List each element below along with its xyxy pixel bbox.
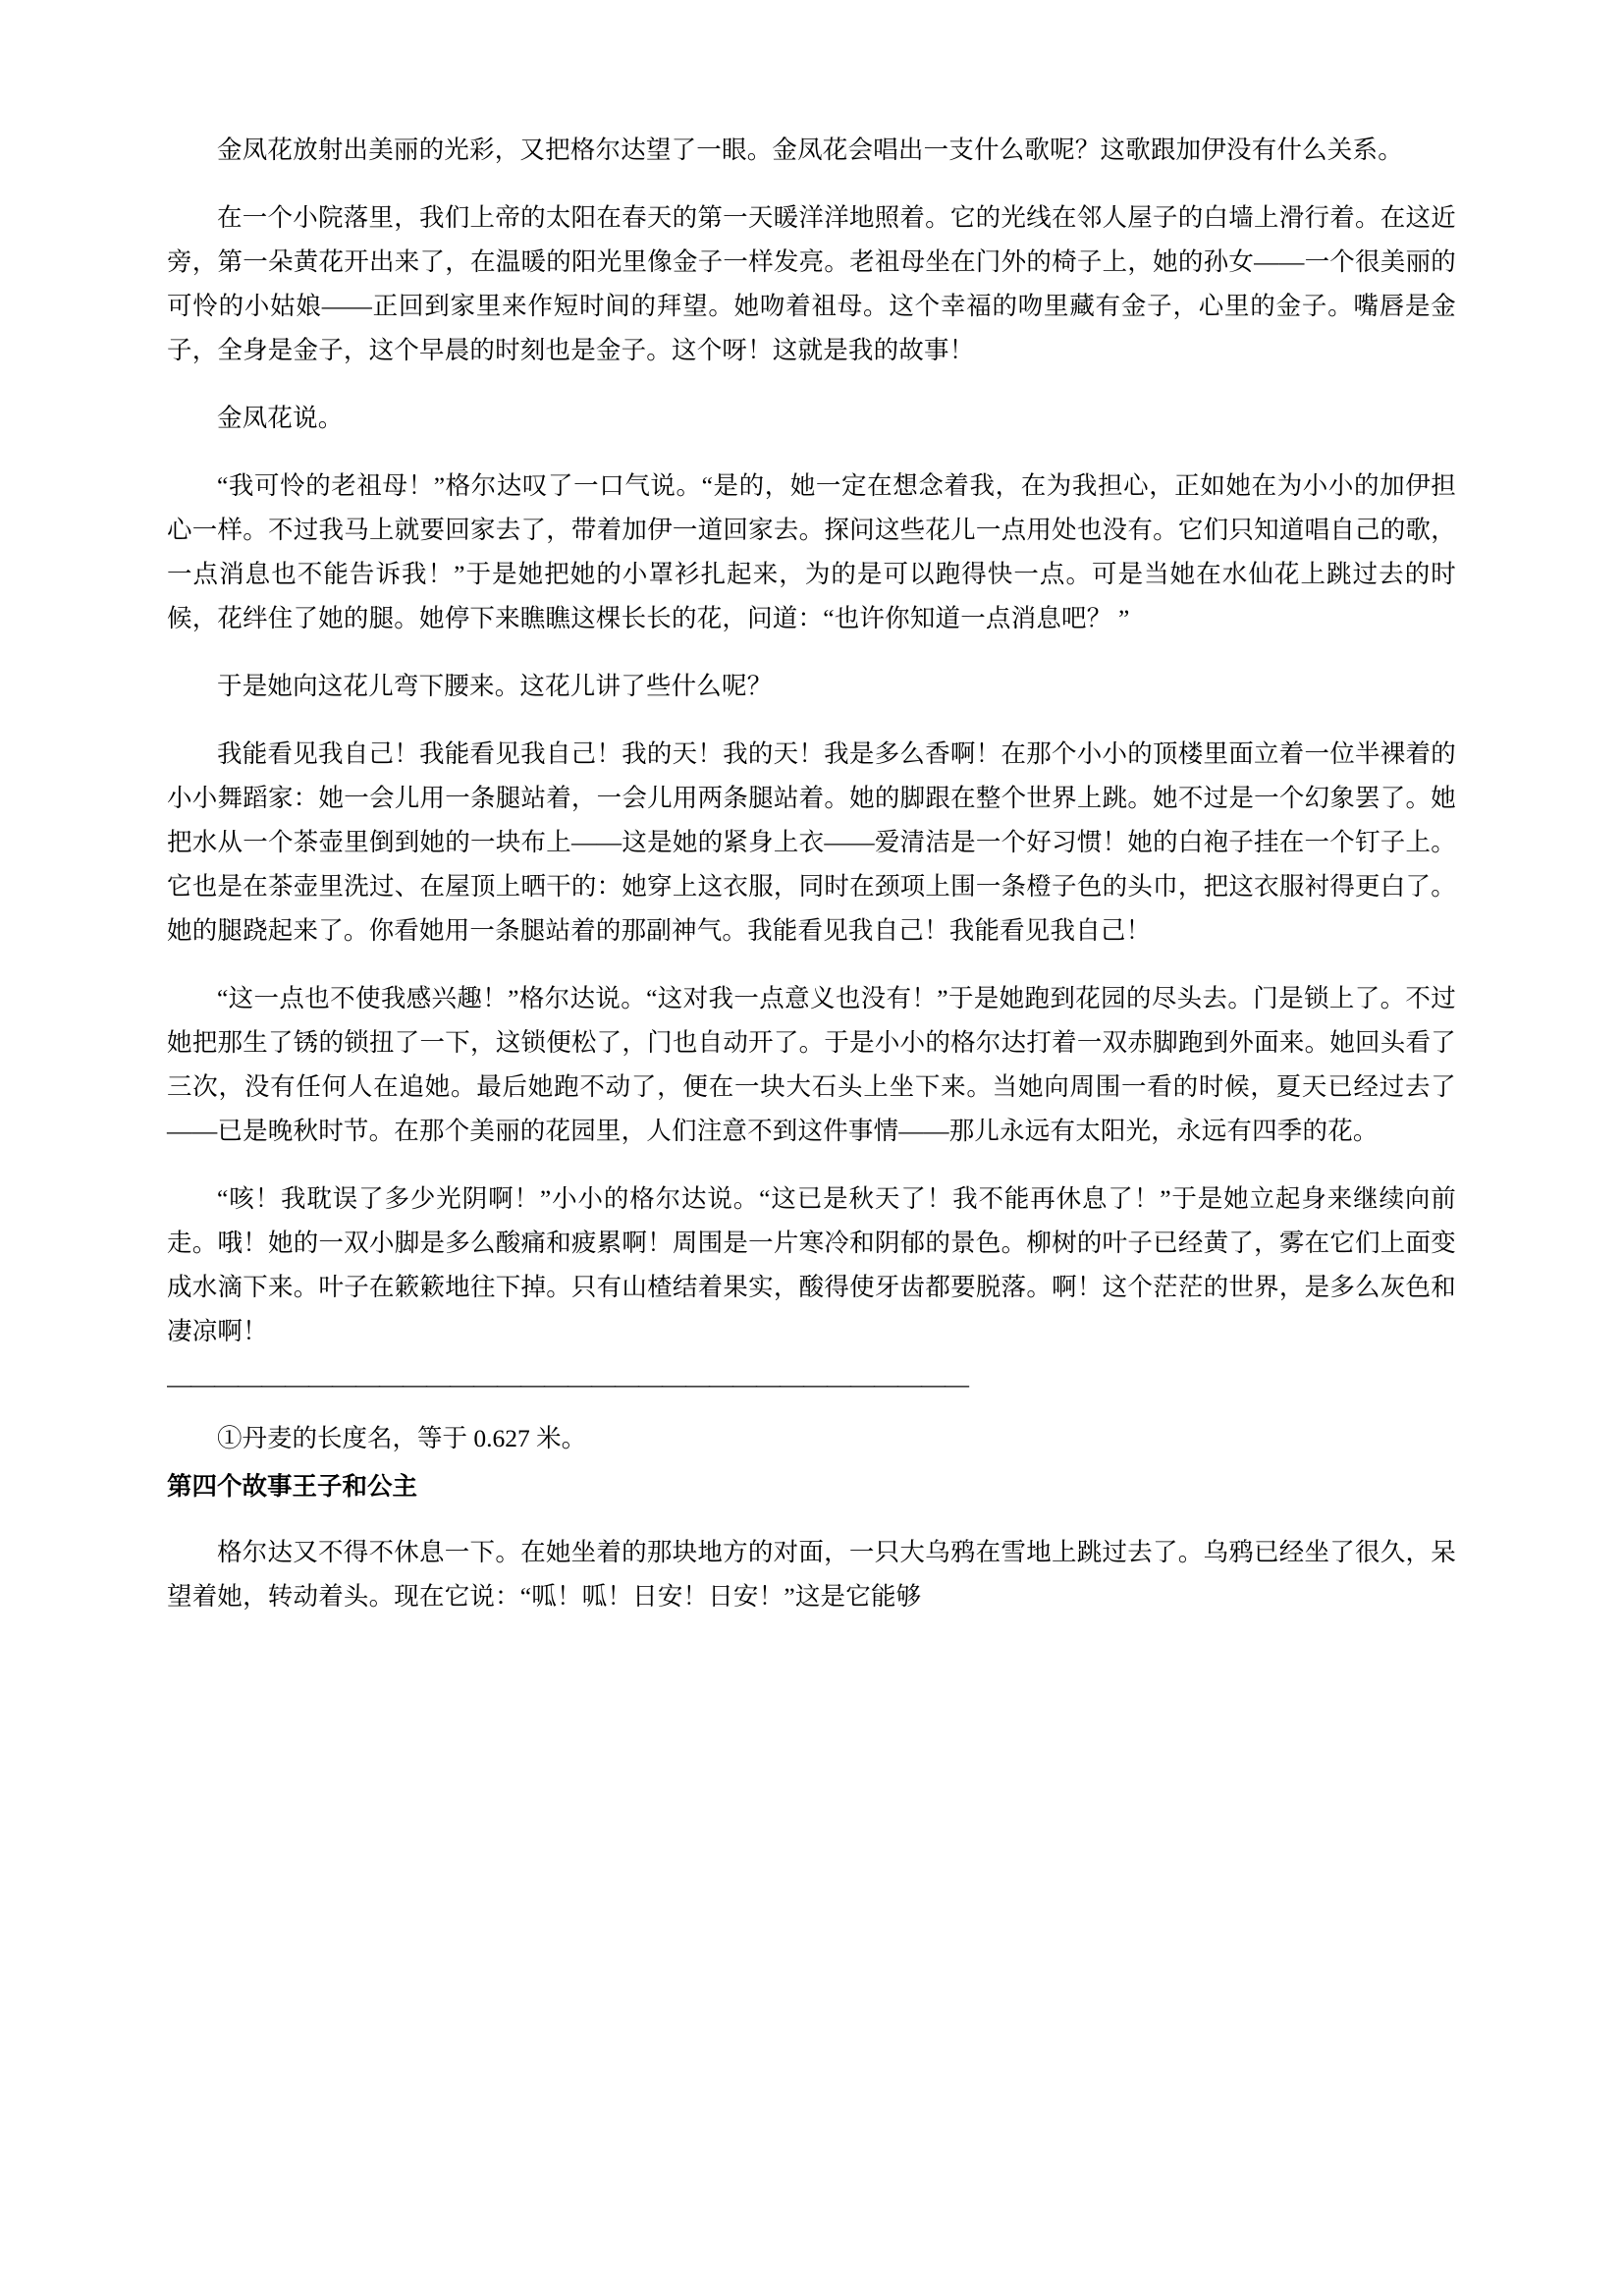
section-title: 第四个故事王子和公主: [167, 1472, 418, 1501]
paragraph: “咳！我耽误了多少光阴啊！”小小的格尔达说。“这已是秋天了！我不能再休息了！”于是她立起身来继续向前走。哦！她的一双小脚是多么酸痛和疲累啊！周围是一片寒冷和阴郁的景色。柳树的叶子已经黄了，雾在它们上面变成水滴下来。叶子在簌簌地往下掉。只有山楂结着果实，酸得使牙齿都要脱落。啊！这个茫茫的世界，是多么灰色和凄凉啊！: [167, 1184, 1456, 1345]
paragraph: 我能看见我自己！我能看见我自己！我的天！我的天！我是多么香啊！在那个小小的顶楼里面立着一位半裸着的小小舞蹈家：她一会儿用一条腿站着，一会儿用两条腿站着。她的脚跟在整个世界上跳。她不过是一个幻象罢了。她把水从一个茶壶里倒到她的一块布上——这是她的紧身上衣——爱清洁是一个好习惯！她的白袍子挂在一个钉子上。它也是在茶壶里洗过、在屋顶上晒干的：她穿上这衣服，同时在颈项上围一条橙子色的头巾，把这衣服衬得更白了。她的腿跷起来了。你看她用一条腿站着的那副神气。我能看见我自己！我能看见我自己！: [167, 739, 1456, 945]
paragraph: “这一点也不使我感兴趣！”格尔达说。“这对我一点意义也没有！”于是她跑到花园的尽头去。门是锁上了。不过她把那生了锈的锁扭了一下，这锁便松了，门也自动开了。于是小小的格尔达打着一双赤脚跑到外面来。她回头看了三次，没有任何人在追她。最后她跑不动了，便在一块大石头上坐下来。当她向周围一看的时候，夏天已经过去了——已是晚秋时节。在那个美丽的花园里，人们注意不到这件事情——那儿永远有太阳光，永远有四季的花。: [167, 984, 1456, 1145]
paragraph: 格尔达又不得不休息一下。在她坐着的那块地方的对面，一只大乌鸦在雪地上跳过去了。乌鸦已经坐了很久，呆望着她，转动着头。现在它说：“呱！呱！日安！日安！”这是它能够: [167, 1538, 1456, 1611]
paragraph: 在一个小院落里，我们上帝的太阳在春天的第一天暖洋洋地照着。它的光线在邻人屋子的白墙上滑行着。在这近旁，第一朵黄花开出来了，在温暖的阳光里像金子一样发亮。老祖母坐在门外的椅子上，她的孙女——一个很美丽的可怜的小姑娘——正回到家里来作短时间的拜望。她吻着祖母。这个幸福的吻里藏有金子，心里的金子。嘴唇是金子，全身是金子，这个早晨的时刻也是金子。这个呀！这就是我的故事！: [167, 203, 1456, 364]
paragraph: 于是她向这花儿弯下腰来。这花儿讲了些什么呢？: [217, 672, 773, 700]
paragraph: 金凤花说。: [217, 404, 344, 432]
footnote-text: ①丹麦的长度名，等于 0.627 米。: [217, 1424, 587, 1452]
paragraph: “我可怜的老祖母！”格尔达叹了一口气说。“是的，她一定在想念着我，在为我担心，正如她在为小小的加伊担心一样。不过我马上就要回家去了，带着加伊一道回家去。探问这些花儿一点用处也没有。它们只知道唱自己的歌，一点消息也不能告诉我！”于是她把她的小罩衫扎起来，为的是可以跑得快一点。可是当她在水仙花上跳过去的时候，花绊住了她的腿。她停下来瞧瞧这棵长长的花，问道：“也许你知道一点消息吧？ ”: [167, 471, 1456, 632]
paragraph: 金凤花放射出美丽的光彩，又把格尔达望了一眼。金凤花会唱出一支什么歌呢？这歌跟加伊没有什么关系。: [217, 136, 1403, 164]
footnote-separator: ——————————————————————————————————: [167, 1375, 968, 1398]
